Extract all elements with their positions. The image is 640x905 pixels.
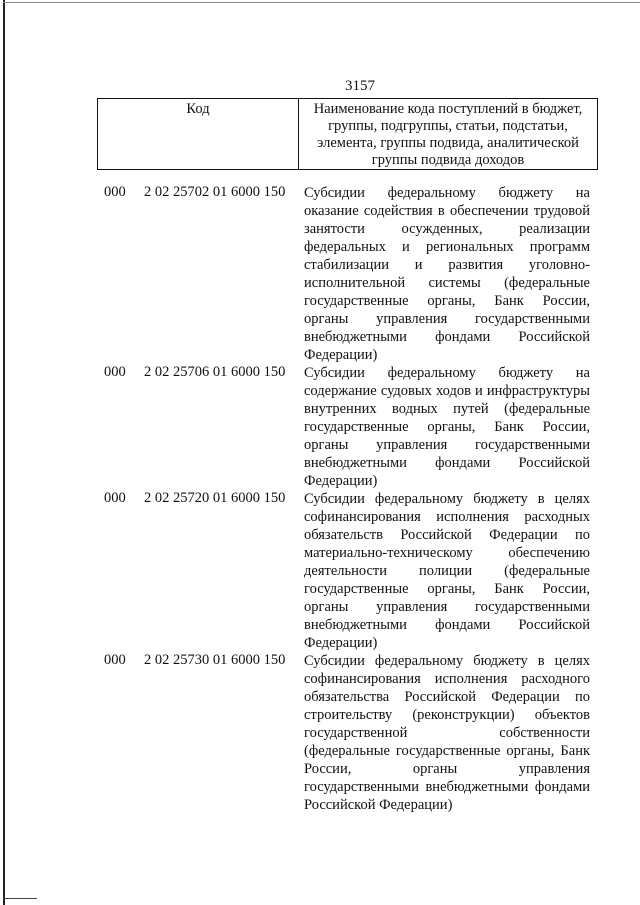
page-number: 3157: [345, 78, 375, 94]
header-code-label: Код: [98, 99, 299, 169]
row-description: Субсидии федеральному бюджету в целях софинансирования исполнения расходных обязательств Российской Федерации по материально-техническому обеспечению деятельности полиции (федеральные государственные органы, Банк России, органы управления государственными внебюджетными фондами Российской Федерации): [304, 491, 590, 651]
page-top-border: [3, 2, 640, 3]
row-admin-code: 000: [104, 184, 126, 200]
row-description: Субсидии федеральному бюджету в целях софинансирования исполнения расходного обязательства Российской Федерации по строительству (реконструкции) объектов государственной собственности (федеральные государственные органы, Банк России, органы управления государственными внебюджетными фондами Российской Федерации): [304, 653, 590, 813]
code-rows: [0, 184, 640, 814]
table-row: [0, 364, 640, 490]
row-admin-code: 000: [104, 364, 126, 380]
row-income-code: 2 02 25706 01 6000 150: [144, 364, 286, 380]
row-income-code: 2 02 25720 01 6000 150: [144, 490, 286, 506]
table-header: [97, 98, 598, 170]
row-description: Субсидии федеральному бюджету на содержание судовых ходов и инфраструктуры внутренних водных путей (федеральные государственные органы, Банк России, органы управления государственными внебюджетными фондами Российской Федерации): [304, 365, 590, 489]
row-description: Субсидии федеральному бюджету на оказание содействия в обеспечении трудовой занятости осужденных, реализации федеральных и региональных программ стабилизации и развития уголовно-исполнительной системы (федеральные государственные органы, Банк России, органы управления государственными внебюджетными фондами Российской Федерации): [304, 185, 590, 363]
row-income-code: 2 02 25730 01 6000 150: [144, 652, 286, 668]
row-admin-code: 000: [104, 490, 126, 506]
header-name-label: Наименование кода поступлений в бюджет, группы, подгруппы, статьи, подстатьи, элемента, группы подвида, аналитической группы подвида доходов: [313, 101, 583, 168]
row-admin-code: 000: [104, 652, 126, 668]
table-row: [0, 490, 640, 652]
table-row: [0, 184, 640, 364]
row-income-code: 2 02 25702 01 6000 150: [144, 184, 286, 200]
page-corner-mark: [3, 898, 37, 899]
table-row: [0, 652, 640, 814]
